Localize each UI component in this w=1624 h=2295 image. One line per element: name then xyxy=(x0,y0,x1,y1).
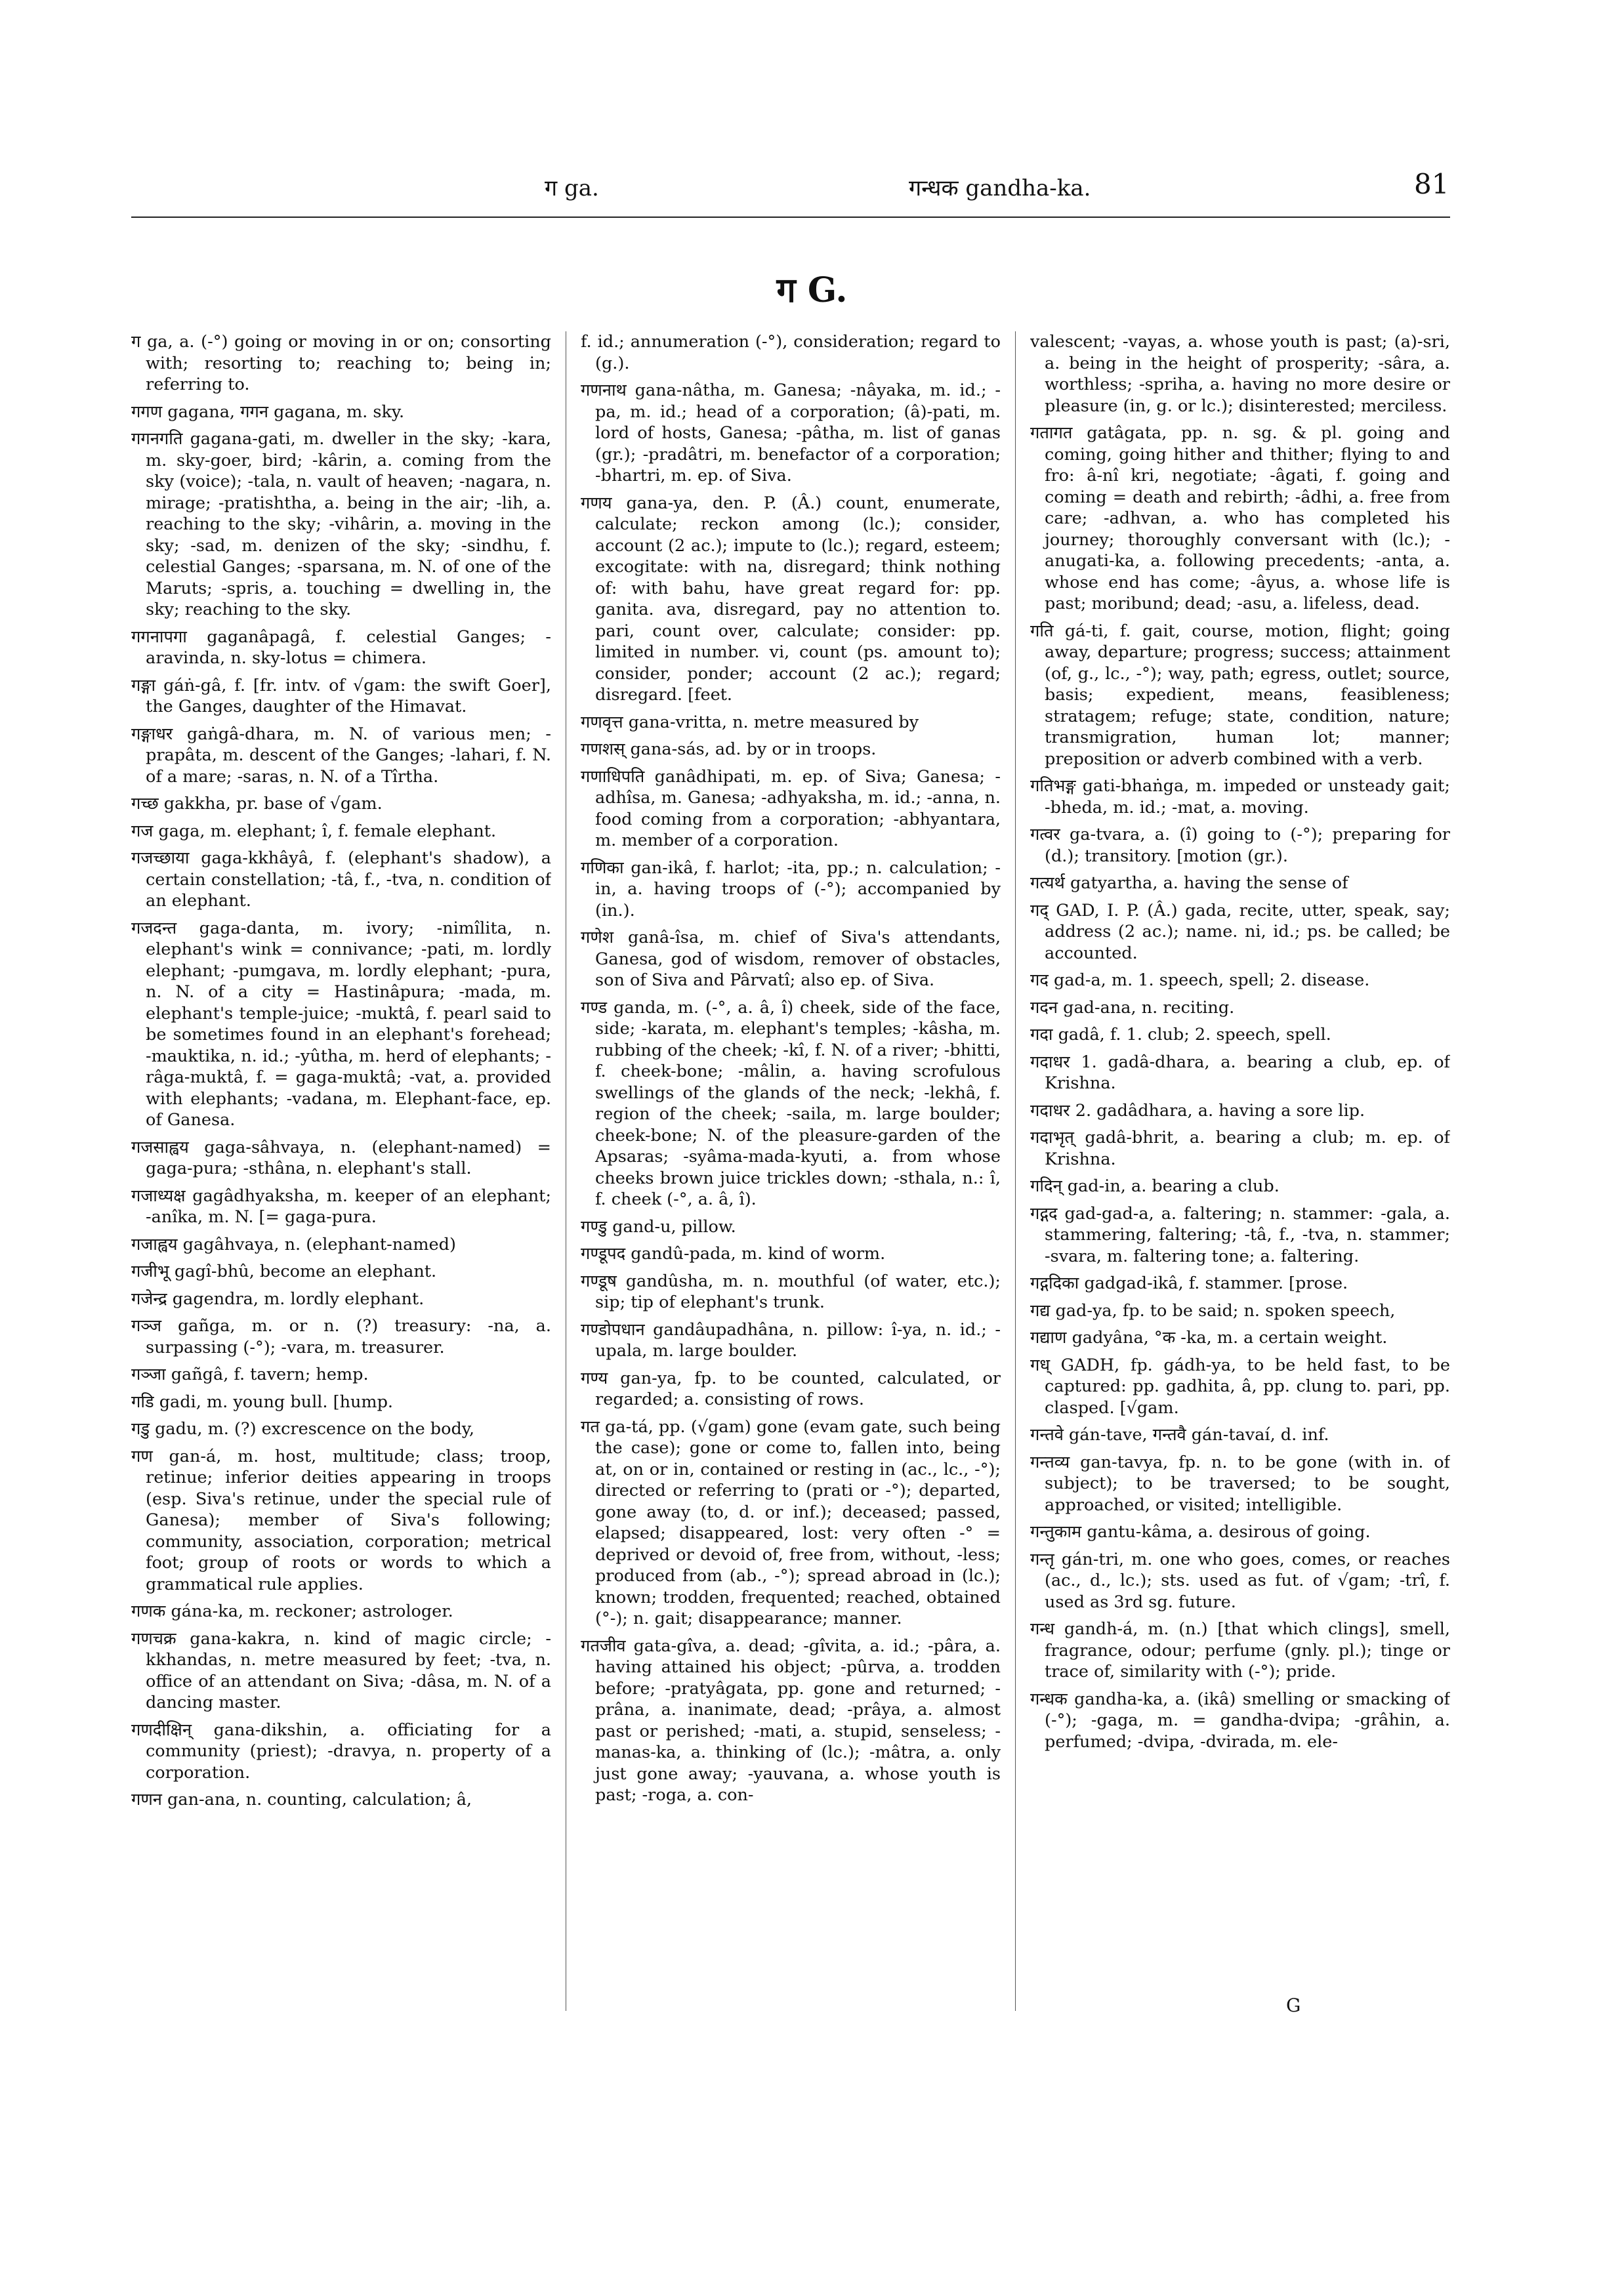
dictionary-entry: गञ्जा gañgâ, f. tavern; hemp. xyxy=(131,1365,369,1384)
dictionary-entry: गगनापगा gaganâpagâ, f. celestial Ganges; -aravinda, n. sky-lotus = chimera. xyxy=(131,627,551,668)
dictionary-entry: गदन gad-ana, n. reciting. xyxy=(1030,997,1235,1018)
dictionary-entry: गद्याण gadyâna, °क -ka, m. a certain weight. xyxy=(1030,1328,1388,1348)
dictionary-entry: गणनाथ gana-nâtha, m. Ganesa; -nâyaka, m. id.; -pa, m. id.; head of a corporation; (â)-pati, m. lord of hosts, Ganesa; -pâtha, m. list of ganas (gr.); -pradâtri, m. benefactor of a corporation; -bhartri, m. ep. of Siva. xyxy=(581,381,1001,486)
dictionary-entry: गङ्गा gáṅ-gâ, f. [fr. intv. of √gam: the swift Goer], the Ganges, daughter of the Himavat. xyxy=(131,675,551,716)
dictionary-entry: गदिन् gad-in, a. bearing a club. xyxy=(1030,1176,1280,1196)
dictionary-entry: गणन gan-ana, n. counting, calculation; â, xyxy=(131,1790,472,1809)
column-divider xyxy=(1015,331,1016,2011)
dictionary-entry: गत्यर्थ gatyartha, a. having the sense of xyxy=(1030,873,1348,893)
dictionary-entry: गणवृत्त gana-vritta, n. metre measured by xyxy=(581,712,919,732)
dictionary-entry: गद्य gad-ya, fp. to be said; n. spoken speech, xyxy=(1030,1300,1396,1321)
dictionary-entry: गद्गदिका gadgad-ikâ, f. stammer. [prose. xyxy=(1030,1273,1348,1293)
dictionary-entry: गण्डु gand-u, pillow. xyxy=(581,1216,736,1237)
dictionary-entry: गगण gagana, गगन gagana, m. sky. xyxy=(131,402,405,422)
dictionary-entry: गणशस् gana-sás, ad. by or in troops. xyxy=(581,739,877,759)
dictionary-entry: गजदन्त gaga-danta, m. ivory; -nimîlita, n. elephant's wink = connivance; -pati, m. lordly elephant; -pumgava, m. lordly elephant; -pura, n. N. of a city = Hastinâpura; -mada, m. elephant's temple-juice; -muktâ, f. pearl said to be sometimes found in an elephant's forehead; -mauktika, n. id.; -yûtha, m. herd of elephants; -râga-muktâ, f. = gaga-muktâ; -vat, a. provided with elephants; -vadana, m. Elephant-face, ep. of Ganesa. xyxy=(131,918,551,1130)
dictionary-entry: गजच्छाया gaga-kkhâyâ, f. (elephant's shadow), a certain constellation; -tâ, f., -tva, n. condition of an elephant. xyxy=(131,848,551,911)
dictionary-entry: गत ga-tá, pp. (√gam) gone (evam gate, such being the case); gone or come to, fallen into, being at, on or in, contained or resting in (ac., lc., -°); directed or referring to (prati or -°); departed, gone away (to, d. or inf.); deceased; passed, elapsed; disappeared, lost: very often -° = deprived or devoid of, free from, without, -less; produced from (ab., -°); spread abroad in (lc.); known; trodden, frequented; reached, obtained (°-); n. gait; disappearance; manner. xyxy=(581,1416,1001,1628)
dictionary-entry: गण्डूष gandûsha, m. n. mouthful (of water, etc.); sip; tip of elephant's trunk. xyxy=(581,1271,1001,1312)
dictionary-entry: गद्गद gad-gad-a, a. faltering; n. stammer: -gala, a. stammering, faltering; -tâ, f., -tva, n. stammer; -svara, m. faltering tone; a. faltering. xyxy=(1030,1203,1450,1266)
dictionary-entry: गण्डूपद gandû-pada, m. kind of worm. xyxy=(581,1244,886,1264)
dictionary-entry: गगनगति gagana-gati, m. dweller in the sky; -kara, m. sky-goer, bird; -kârin, a. coming from the sky (voice); -tala, n. vault of heaven; -nagara, n. mirage; -pratishtha, a. being in the air; -lih, a. reaching to the sky; -vihârin, a. moving in the sky; -sad, m. denizen of the sky; -sindhu, f. celestial Ganges; -sparsana, m. N. of one of the Maruts; -spris, a. touching = dwelling in, the sky; reaching to the sky. xyxy=(131,429,551,619)
dictionary-entry: गणक gána-ka, m. reckoner; astrologer. xyxy=(131,1602,453,1621)
dictionary-entry: गन्तवे gán-tave, गन्तवै gán-tavaí, d. inf. xyxy=(1030,1425,1329,1445)
dictionary-entry: गतिभङ्ग gati-bhaṅga, m. impeded or unsteady gait; -bheda, m. id.; -mat, a. moving. xyxy=(1030,776,1450,817)
dictionary-entry: गजेन्द्र gagendra, m. lordly elephant. xyxy=(131,1289,425,1309)
running-head xyxy=(0,168,1624,209)
dictionary-entry: गणदीक्षिन् gana-dikshin, a. officiating for a community (priest); -dravya, n. property of a corporation. xyxy=(131,1720,551,1783)
dictionary-entry: गडु gadu, m. (?) excrescence on the body, xyxy=(131,1419,474,1439)
dictionary-entry: गध् GADH, fp. gádh-ya, to be held fast, to be captured: pp. gadhita, â, pp. clung to. pari, pp. clasped. [√gam. xyxy=(1030,1355,1450,1418)
header-rule xyxy=(131,217,1450,218)
column-3 xyxy=(1030,331,1450,2024)
dictionary-entry: गदाभृत् gadâ-bhrit, a. bearing a club; m. ep. of Krishna. xyxy=(1030,1128,1450,1169)
dictionary-entry: गद gad-a, m. 1. speech, spell; 2. disease. xyxy=(1030,970,1370,990)
dictionary-entry: गन्तुकाम gantu-kâma, a. desirous of going. xyxy=(1030,1522,1371,1542)
dictionary-entry: गजाध्यक्ष gagâdhyaksha, m. keeper of an elephant; -anîka, m. N. [= gaga-pura. xyxy=(131,1186,551,1227)
dictionary-entry: f. id.; annumeration (-°), consideration; regard to (g.). xyxy=(581,332,1001,373)
dictionary-entry: गन्धक gandha-ka, a. (ikâ) smelling or smacking of (-°); -gaga, m. = gandha-dvipa; -grâhin, a. perfumed; -dvipa, -dvirada, m. ele- xyxy=(1030,1689,1450,1752)
dictionary-entry: गणेश ganâ-îsa, m. chief of Siva's attendants, Ganesa, god of wisdom, remover of obstacles, son of Siva and Pârvatî; also ep. of Siva. xyxy=(581,928,1001,990)
dictionary-entry: गणचक्र gana-kakra, n. kind of magic circle; -kkhandas, n. metre measured by feet; -tva, n. office of an attendant on Siva; -dâsa, m. N. of a dancing master. xyxy=(131,1628,551,1712)
running-head-right: गन्धक gandha-ka. xyxy=(909,175,1091,201)
dictionary-entry: गण्ड ganda, m. (-°, a. â, î) cheek, side of the face, side; -karata, m. elephant's temples; -kâsha, m. rubbing of the cheek; -kî, f. N. of a river; -bhitti, f. cheek-bone; -mâlin, a. having scrofulous swellings of the glands of the neck; -lekhâ, f. region of the cheek; -saila, m. large boulder; cheek-bone; N. of the pleasure-garden of the Apsaras; -syâma-mada-kyuti, a. from whose cheeks brown juice trickles down; -sthala, n.: î, f. cheek (-°, a. â, î). xyxy=(581,997,1001,1209)
dictionary-entry: गण gan-á, m. host, multitude; class; troop, retinue; inferior deities appearing in troops (esp. Siva's retinue, under the special rule of Ganesa); member of Siva's following; community, association, corporation; metrical foot; group of roots or words to which a grammatical rule applies. xyxy=(131,1446,551,1594)
dictionary-entry: गङ्गाधर gaṅgâ-dhara, m. N. of various men; -prapâta, m. descent of the Ganges; -lahari, f. N. of a mare; -saras, n. N. of a Tîrtha. xyxy=(131,724,551,787)
dictionary-entry: गन्तव्य gan-tavya, fp. n. to be gone (with in. of subject); to be traversed; to be sought, approached, or visited; intelligible. xyxy=(1030,1452,1450,1515)
dictionary-entry: गण्य gan-ya, fp. to be counted, calculated, or regarded; a. consisting of rows. xyxy=(581,1368,1001,1409)
dictionary-entry: ग ga, a. (-°) going or moving in or on; consorting with; resorting to; reaching to; being in; referring to. xyxy=(131,332,551,394)
dictionary-entry: गणिका gan-ikâ, f. harlot; -ita, pp.; n. calculation; -in, a. having troops of (-°); accompanied by (in.). xyxy=(581,858,1001,920)
dictionary-entry: गज gaga, m. elephant; î, f. female elephant. xyxy=(131,821,497,841)
dictionary-entry: गजाह्वय gagâhvaya, n. (elephant-named) xyxy=(131,1234,456,1254)
columns xyxy=(131,331,1450,2024)
dictionary-entry: गञ्ज gañga, m. or n. (?) treasury: -na, a. surpassing (-°); -vara, m. treasurer. xyxy=(131,1316,551,1357)
column-1 xyxy=(131,331,551,2024)
page-number: 81 xyxy=(1414,168,1449,200)
dictionary-entry: गणय gana-ya, den. P. (Â.) count, enumerate, calculate; reckon among (lc.); consider, account (2 ac.); impute to (lc.); regard, esteem; excogitate: with na, disregard; think nothing of: with bahu, have great regard for: pp. ganita. ava, disregard, pay no attention to. pari, count over, calculate; consider: pp. limited in number. vi, count (ps. amount to); consider, ponder; account (2 ac.); regard; disregard. [feet. xyxy=(581,493,1001,705)
running-head-left: ग ga. xyxy=(545,175,599,201)
dictionary-entry: गणाधिपति ganâdhipati, m. ep. of Siva; Ganesa; -adhîsa, m. Ganesa; -adhyaksha, m. id.; -anna, n. food coming from a corporation; -abhyantara, m. member of a corporation. xyxy=(581,766,1001,850)
dictionary-entry: गजीभू gagî-bhû, become an elephant. xyxy=(131,1262,437,1281)
dictionary-entry: गतजीव gata-gîva, a. dead; -gîvita, a. id.; -pâra, a. having attained his object; -pûrva, a. trodden before; -pratyâgata, pp. gone and returned; -prâna, a. inanimate, dead; -prâya, a. almost past or perished; -mati, a. stupid, senseless; -manas-ka, a. thinking of (lc.); -mâtra, a. only just gone away; -yauvana, a. whose youth is past; -roga, a. con- xyxy=(581,1636,1001,1805)
dictionary-entry: गडि gadi, m. young bull. [hump. xyxy=(131,1392,394,1412)
dictionary-entry: गदाधर 2. gadâdhara, a. having a sore lip. xyxy=(1030,1100,1365,1121)
dictionary-entry: गन्ध gandh-á, m. (n.) [that which clings], smell, fragrance, odour; perfume (gnly. pl.); tinge or trace of, similarity with (-°); pride. xyxy=(1030,1619,1450,1682)
dictionary-entry: गण्डोपधान gandâupadhâna, n. pillow: î-ya, n. id.; -upala, m. large boulder. xyxy=(581,1319,1001,1361)
dictionary-entry: गजसाह्वय gaga-sâhvaya, n. (elephant-named) = gaga-pura; -sthâna, n. elephant's stall. xyxy=(131,1137,551,1178)
dictionary-entry: गद् GAD, I. P. (Â.) gada, recite, utter, speak, say; address (2 ac.); name. ni, id.; ps. be called; be accounted. xyxy=(1030,900,1450,963)
dictionary-entry: गति gá-ti, f. gait, course, motion, flight; going away, departure; progress; success; attainment (of, g., lc., -°); way, path; egress, outlet; source, basis; expedient, means, feasibleness; stratagem; refuge; state, condition, nature; transmigration, human lot; manner; preposition or adverb combined with a verb. xyxy=(1030,621,1450,769)
dictionary-entry: valescent; -vayas, a. whose youth is past; (a)-sri, a. being in the height of prosperity; -sâra, a. worthless; -spriha, a. having no more desire or pleasure (in, g. or lc.); disinterested; merciless. xyxy=(1030,332,1450,416)
dictionary-entry: गतागत gatâgata, pp. n. sg. & pl. going and coming, going hither and thither; flying to and fro: â-nî kri, negotiate; -âgati, f. going and coming = death and rebirth; -âdhi, a. free from care; -adhvan, a. who has completed his journey; thoroughly conversant with (lc.); -anugati-ka, a. following precedents; -anta, a. whose end has come; -âyus, a. whose life is past; moribund; dead; -asu, a. lifeless, dead. xyxy=(1030,423,1450,613)
dictionary-entry: गदा gadâ, f. 1. club; 2. speech, spell. xyxy=(1030,1025,1331,1044)
dictionary-entry: गच्छ gakkha, pr. base of √gam. xyxy=(131,794,383,814)
column-2 xyxy=(581,331,1001,2024)
dictionary-entry: गदाधर 1. gadâ-dhara, a. bearing a club, ep. of Krishna. xyxy=(1030,1052,1450,1093)
dictionary-entry: गन्तृ gán-tri, m. one who goes, comes, or reaches (ac., d., lc.); sts. used as fut. of √gam; -trî, f. used as 3rd sg. future. xyxy=(1030,1549,1450,1612)
section-heading: ग G. xyxy=(776,270,848,310)
signature-mark: G xyxy=(1286,1995,1301,2016)
dictionary-entry: गत्वर ga-tvara, a. (î) going to (-°); preparing for (d.); transitory. [motion (gr.). xyxy=(1030,825,1450,866)
